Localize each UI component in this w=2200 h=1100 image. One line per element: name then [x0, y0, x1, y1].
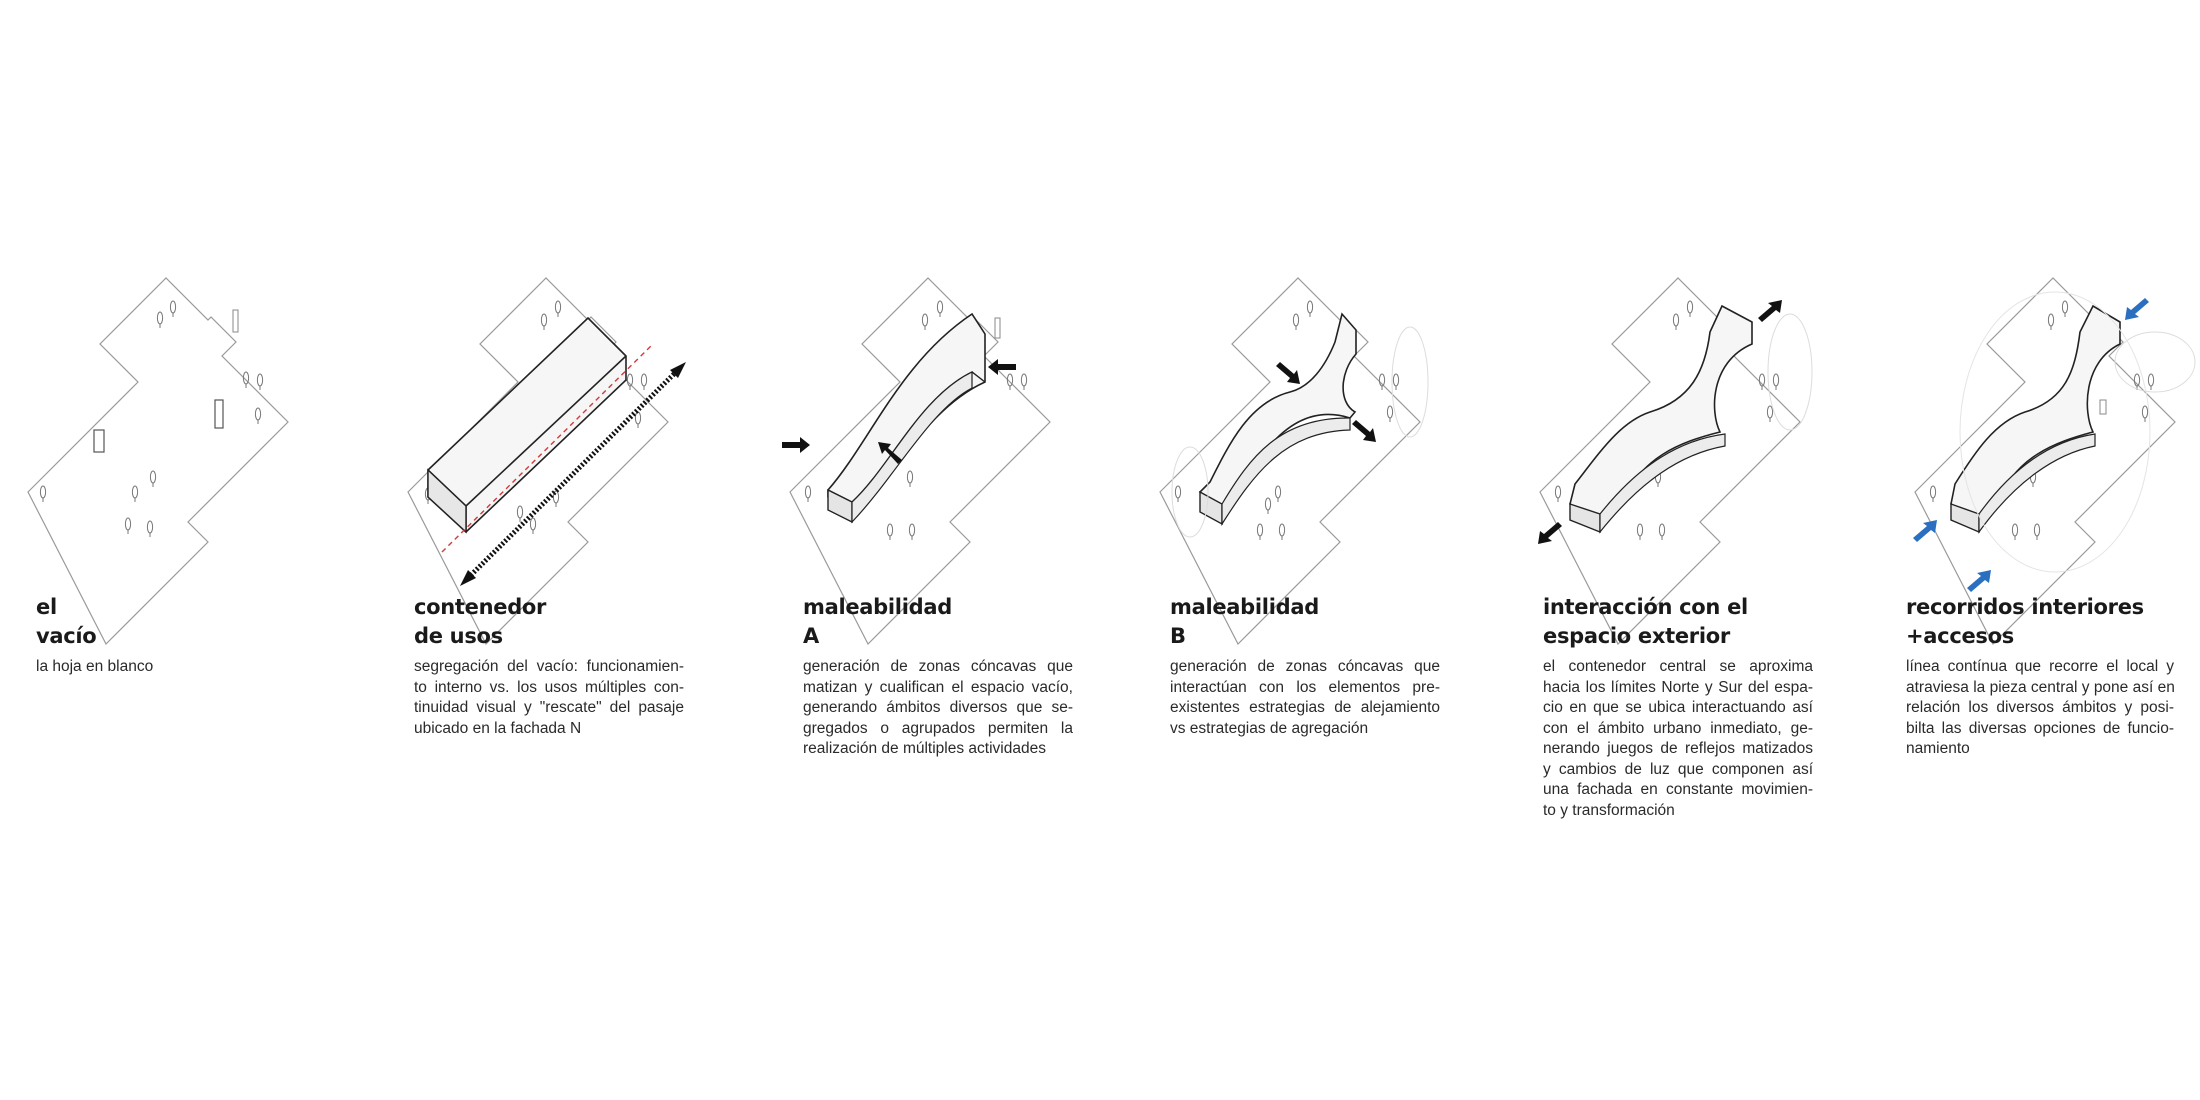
panel-4-title	[1170, 593, 1440, 651]
title-line: B	[1170, 624, 1186, 648]
description-line: generación de zonas cóncavas que	[803, 658, 1073, 675]
panel-6-title	[1906, 593, 2174, 651]
description-line: vs estrategias de agregación	[1170, 719, 1369, 737]
description-line: ubicado en la fachada N	[414, 719, 582, 737]
panel-6-text	[1906, 593, 2174, 760]
description-line: relación los diversos ámbitos y posi-	[1906, 699, 2174, 716]
description-line: existentes estrategias de alejamiento	[1170, 699, 1440, 716]
title-line: vacío	[36, 624, 97, 648]
panel-2-description	[414, 657, 684, 739]
panel-4-drawing	[1160, 278, 1428, 644]
panel-6-description	[1906, 657, 2174, 760]
panel-2-drawing	[408, 278, 686, 644]
panel-1-drawing	[28, 278, 288, 644]
description-line: una fachada en constante movimien-	[1543, 781, 1813, 798]
panel-4-text	[1170, 593, 1440, 739]
description-line: gregados o agrupados permiten la	[803, 719, 1073, 737]
panel-2-title	[414, 593, 684, 651]
description-line: namiento	[1906, 740, 1970, 757]
panel-2-text	[414, 593, 684, 739]
panel-5-text	[1543, 593, 1813, 821]
description-line: matizan y cualifican el espacio vacío,	[803, 678, 1073, 696]
panel-5-description	[1543, 657, 1813, 821]
description-line: bilta las diversas opciones de funcio-	[1906, 719, 2174, 737]
title-line: +accesos	[1906, 624, 2014, 648]
panel-1-title	[36, 593, 296, 651]
title-line: recorridos interiores	[1906, 595, 2144, 619]
title-line: el	[36, 595, 57, 619]
concave-block	[1570, 306, 1812, 532]
title-line: maleabilidad	[1170, 595, 1319, 619]
concave-block	[1951, 292, 2195, 572]
description-line: línea contínua que recorre el local y	[1906, 658, 2174, 675]
title-line: maleabilidad	[803, 595, 952, 619]
concave-block	[828, 314, 985, 522]
description-line: atraviesa la pieza central y pone así en	[1906, 678, 2175, 696]
panel-5-title	[1543, 593, 1813, 651]
title-line: A	[803, 624, 819, 648]
description-line: cio en que se ubica interactuando así	[1543, 699, 1813, 716]
column-icon	[94, 430, 104, 452]
panel-3-drawing	[782, 278, 1050, 644]
description-line: y cambios de luz que componen así	[1543, 760, 1813, 778]
description-line: to interno vs. los usos múltiples con-	[414, 678, 684, 696]
description-line: nerando juegos de reflejos matizados	[1543, 740, 1813, 757]
description-line: segregación del vacío: funcionamien-	[414, 658, 684, 675]
title-line: contenedor	[414, 595, 547, 619]
description-line: la hoja en blanco	[36, 658, 154, 675]
panel-1-text	[36, 593, 296, 678]
description-line: el contenedor central se aproxima	[1543, 658, 1813, 675]
description-line: con el ámbito urbano inmediato, ge-	[1543, 719, 1813, 737]
description-line: generando ámbitos diversos que se-	[803, 699, 1073, 716]
concave-block	[1172, 314, 1428, 537]
description-line: interactúan con los elementos pre-	[1170, 678, 1440, 696]
description-line: to y transformación	[1543, 801, 1675, 819]
description-line: generación de zonas cóncavas que	[1170, 658, 1440, 675]
panel-5-drawing	[1538, 278, 1812, 644]
tree-icon	[40, 301, 262, 537]
description-line: realización de múltiples actividades	[803, 740, 1046, 757]
panel-6-drawing	[1913, 278, 2195, 644]
panel-3-description	[803, 657, 1073, 760]
description-line: hacia los límites Norte y Sur del espa-	[1543, 678, 1813, 696]
panel-1-description	[36, 657, 296, 678]
description-line: tinuidad visual y "rescate" del pasaje	[414, 699, 684, 716]
panel-3-text	[803, 593, 1073, 760]
panel-4-description	[1170, 657, 1440, 739]
title-line: de usos	[414, 624, 503, 648]
title-line: interacción con el	[1543, 595, 1748, 619]
title-line: espacio exterior	[1543, 624, 1730, 648]
panel-3-title	[803, 593, 1073, 651]
